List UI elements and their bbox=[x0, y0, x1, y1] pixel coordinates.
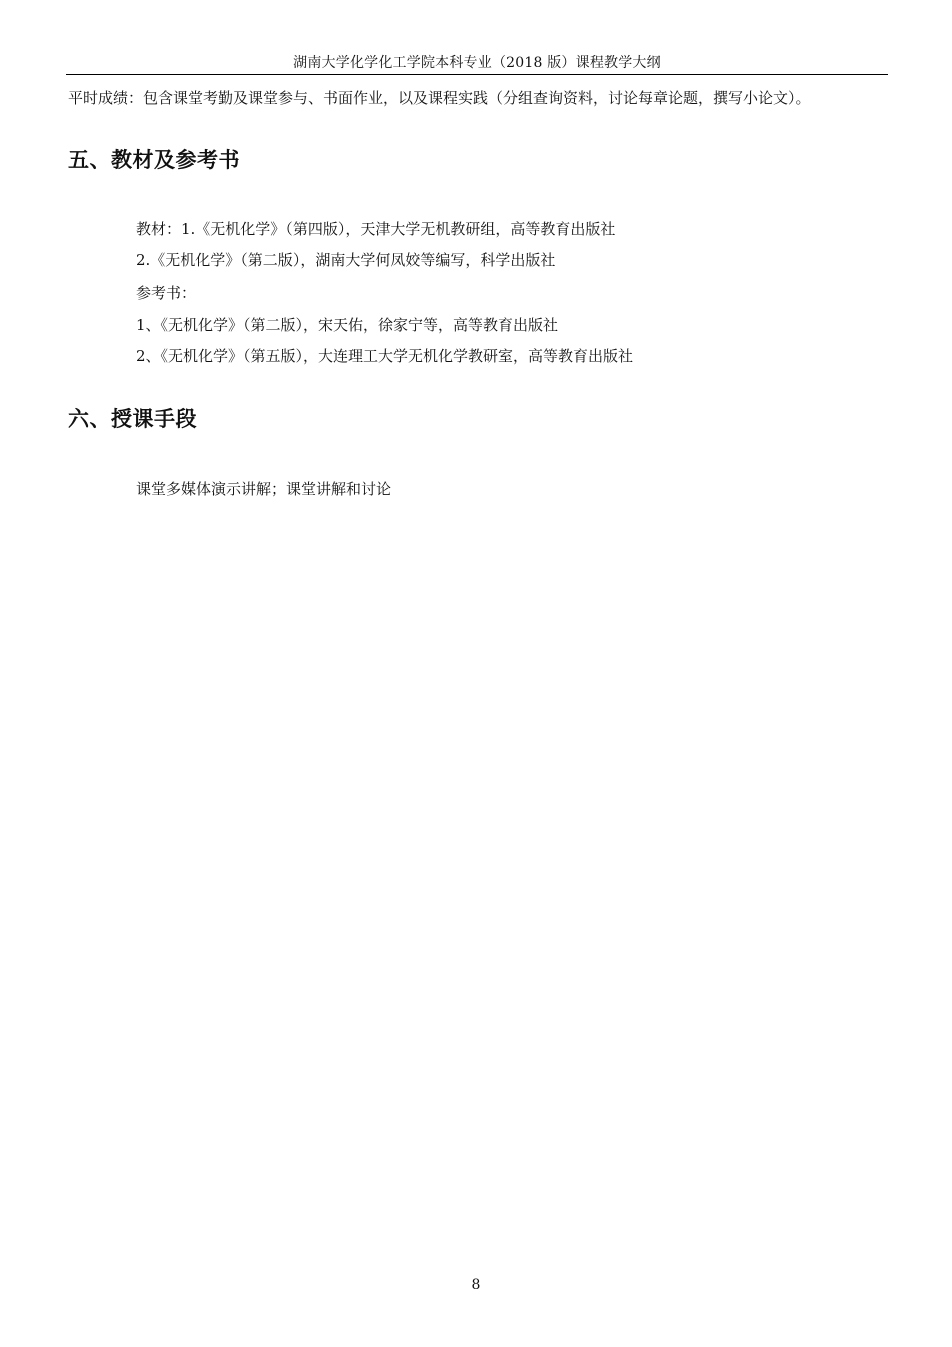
reference-label: 参考书： bbox=[136, 284, 197, 302]
reference-line-2: 2、《无机化学》（第五版），大连理工大学无机化学教研室，高等教育出版社 bbox=[136, 347, 634, 365]
section-title-teaching-methods: 六、授课手段 bbox=[68, 407, 197, 431]
textbook-line-1: 教材：1.《无机化学》（第四版），天津大学无机教研组，高等教育出版社 bbox=[136, 220, 616, 238]
page-header: 湖南大学化学化工学院本科专业（2018 版）课程教学大纲 bbox=[66, 52, 888, 75]
page-number: 8 bbox=[471, 1277, 481, 1293]
section-title-textbooks: 五、教材及参考书 bbox=[68, 148, 240, 172]
reference-line-1: 1、《无机化学》（第二版），宋天佑，徐家宁等，高等教育出版社 bbox=[136, 316, 559, 334]
textbook-line-2: 2.《无机化学》（第二版），湖南大学何凤姣等编写，科学出版社 bbox=[136, 251, 556, 269]
teaching-method-line: 课堂多媒体演示讲解；课堂讲解和讨论 bbox=[136, 480, 392, 498]
grading-description: 平时成绩：包含课堂考勤及课堂参与、书面作业，以及课程实践（分组查询资料，讨论每章论题，撰写小论文）。 bbox=[68, 89, 811, 107]
